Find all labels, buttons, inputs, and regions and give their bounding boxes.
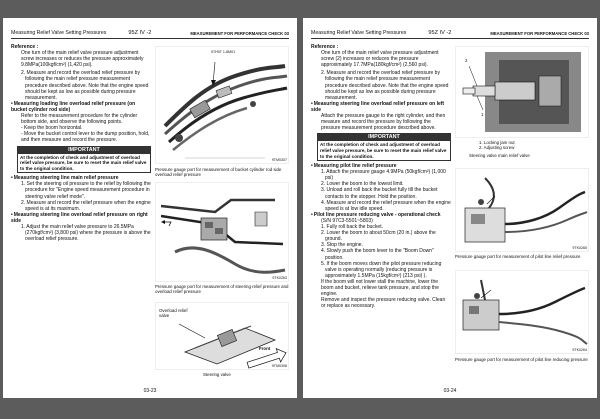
header-chapter: MEASUREMENT FOR PERFORMANCE CHECK 03 (190, 31, 289, 36)
list-item: - Move the bucket control lever to the dump position, hold, and then measure and record the pressure. (21, 131, 150, 144)
hydraulic-hoses-illustration (155, 46, 289, 164)
steering-valve-illustration (155, 182, 289, 282)
page-header (11, 25, 289, 39)
important-label: IMPORTANT (318, 134, 450, 141)
figure-legend-item: 2. Adjusting screw (479, 145, 515, 150)
section-text: Attach the pressure gauge to the right cylinder, and then measure and record the pressure by following the pressure measurement procedure described above. (321, 113, 446, 132)
section-title: • Pilot line pressure reducing valve - operational check (311, 212, 451, 218)
header-section: Measuring Relief Valve Setting Pressures (11, 30, 107, 36)
important-text: At the completion of check and adjustment of overload relief valve pressure, be sure to reset the main relief valve to the original condition. (20, 154, 147, 171)
important-text: At the completion of check and adjustment of overload relief valve pressure, be sure to reset the main relief valve to the original condition. (320, 142, 447, 159)
text-column (11, 44, 151, 242)
figure-caption: Steering valve main relief valve (469, 153, 530, 158)
reference-text: One turn of the main relief valve pressure adjustment screw increases or reduces the pressure approximately 9.8MPa(100kgf/cm²) (1,420 psi). (21, 50, 144, 69)
section-title: • Measuring steering line overload relief pressure on left side (311, 101, 451, 113)
list-item: 1. Fully roll back the bucket. (321, 224, 383, 231)
list-item: - Keep the boom horizontal. (21, 125, 83, 132)
list-item: 2. Lower the boom to about 50cm (20 in.) above the ground. (321, 230, 436, 243)
list-item: 3. Stop the engine. (321, 242, 363, 249)
callout-number: 2 (465, 58, 468, 63)
figure-caption: Pressure gauge port for measurement of bucket cylinder rod side overload relief pressure (155, 167, 282, 178)
figure-steering-valve (155, 302, 289, 370)
relief-valve-cross-section-illustration (455, 46, 589, 138)
callout-overload-relief-valve: Overload relief valve (159, 308, 188, 319)
header-section: Measuring Relief Valve Setting Pressures (311, 30, 407, 36)
figure-code: 9TM0308 (271, 363, 287, 368)
figure-steering-port (155, 182, 289, 282)
page-header (311, 25, 589, 39)
figure-caption: Pressure gauge port for measurement of steering relief pressure and overload relief pressure (155, 284, 289, 295)
list-item: 4. Slowly push the boom lever to the "Boom Down" position. (321, 248, 434, 261)
list-item: 2. Lower the boom to the lowest limit. (321, 181, 404, 188)
list-item: 1. Set the steering oil pressure to the relief by following the procedure for "Engine speed measurement procedure in steering valve relief mode". (21, 181, 151, 200)
figure-tag: 9TH0T 1-8M01 (211, 50, 236, 54)
figure-code: 9TM0307 (271, 157, 287, 162)
figure-caption: Pressure gauge port for measurement of pilot line relief pressure (455, 254, 581, 259)
step-2: 2. Measure and record the overload relief pressure by following the main relief pressure measurement procedure described above. Note that the engine speed should be kept as low as possible during pressure measurement. (21, 70, 149, 101)
page-number: 03-23 (143, 388, 157, 394)
figure-legend-item: 1. Locking jam nut (479, 140, 515, 145)
section-intro: Refer to the measurement procedure for the cylinder bottom side, and observe the following points. (21, 113, 138, 126)
figure-main-relief-valve (455, 46, 589, 138)
list-item: 1. Adjust the main relief valve pressure to 26.5MPa (270kgf/cm²) (3,800 psi) where the pressure is above the overload relief pressure. (21, 224, 151, 243)
reference-title: Reference : (11, 44, 39, 50)
figure-caption: Steering valve (203, 372, 231, 377)
list-item: 3. Unload and roll back the bucket fully till the bucket contacts to the stopper. Hold the position. (321, 187, 438, 200)
reference-text: One turn of the main relief valve pressure adjustment screw (2) increases or reduces the pressure approximately 17.7MPa(180kgf/cm²) (2,560 psi). (321, 50, 439, 69)
figure-code: 9TK0265 (572, 245, 587, 250)
list-note: If the boom will not lower stall the machine, lower the boom and bucket, relieve tank pressure, and stop the engine. (321, 278, 439, 298)
header-chapter: MEASUREMENT FOR PERFORMANCE CHECK 03 (490, 31, 589, 36)
figure-code: 9TK0264 (572, 347, 587, 352)
manual-page-right (303, 18, 597, 398)
reference-title: Reference : (311, 44, 339, 50)
serial-range: (S/N 97C3-5501~5803) (321, 217, 373, 224)
pilot-relief-port-illustration (455, 168, 589, 252)
list-item: 5. If the boom moves down the pilot pressure reducing valve is operating normally (reducing pressure is approximately 1.5MPa (15kgf/cm²) (213 psi) ). (321, 260, 442, 279)
figure-pilot-reducing-port (455, 270, 589, 354)
list-item: 2. Measure and record the relief pressure when the engine speed is at its maximum. (21, 199, 151, 212)
figure-caption: Pressure gauge port for measurement of pilot line reducing pressure (455, 357, 588, 362)
section-title: • Measuring pilot line relief pressure (311, 163, 451, 169)
page-number: 03-24 (443, 388, 457, 394)
section-title: • Measuring steering line overload relief pressure on right side (11, 212, 151, 224)
list-note: Remove and inspect the pressure reducing valve. Clean or replace as necessary. (321, 297, 446, 310)
step-2: 2. Measure and record the overload relief pressure by following the main relief pressure measurement procedure described above. Note that the engine speed should be kept as low as possible during pressure measurement. (321, 70, 449, 101)
text-column (311, 44, 451, 309)
figure-code: 9TK0263 (272, 275, 287, 280)
section-title: • Measuring loading line overload relief pressure (on bucket cylinder rod side) (11, 101, 151, 113)
front-arrow-label: Front (259, 346, 271, 351)
list-item: 4. Measure and record the relief pressure when the engine speed is at low idle speed. (321, 199, 451, 212)
list-item: 1. Attach the pressure gauge 4.9MPa (50kgf/cm²) (1,000 psi) (321, 169, 446, 182)
figure-pilot-relief-port (455, 168, 589, 252)
header-model: 95Z IV -2 (128, 30, 152, 36)
important-box (317, 133, 451, 161)
important-box (17, 146, 151, 174)
important-label: IMPORTANT (18, 147, 150, 154)
header-model: 95Z IV -2 (428, 30, 452, 36)
manual-page-left (3, 18, 297, 398)
section-title: • Measuring steering line main relief pressure (11, 175, 151, 181)
pilot-reducing-port-illustration (455, 270, 589, 354)
figure-bucket-port (155, 46, 289, 164)
callout-number: 1 (481, 112, 484, 117)
